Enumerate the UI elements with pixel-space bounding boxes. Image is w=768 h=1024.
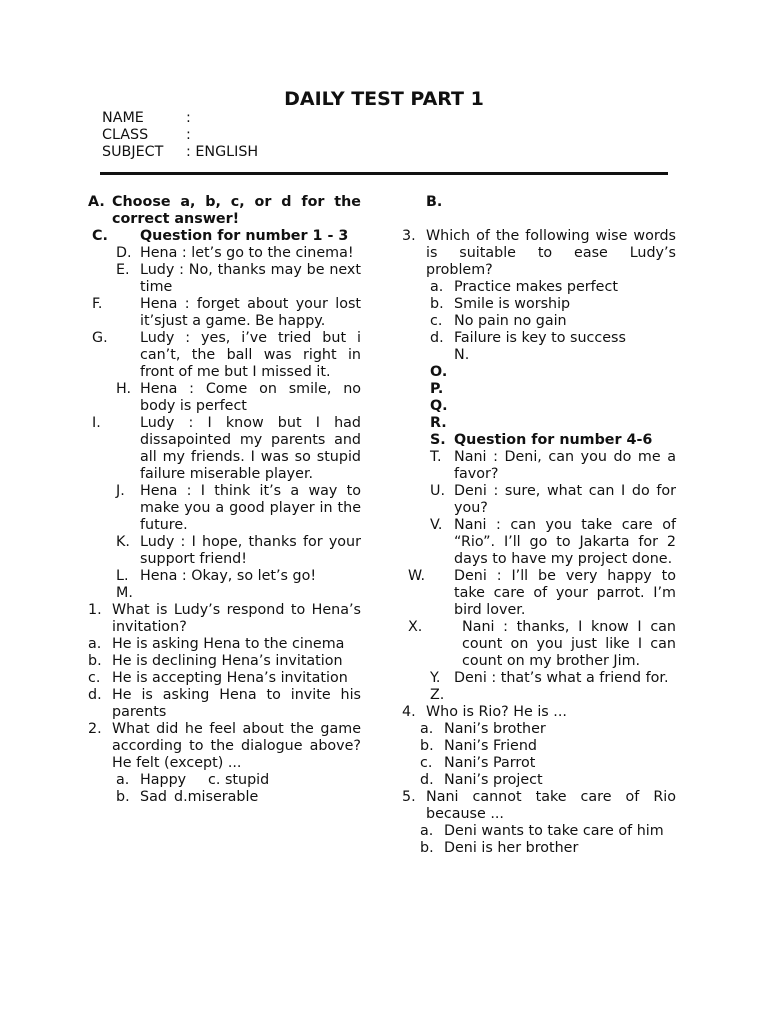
- list-item: [402, 670, 676, 687]
- item-marker: G.: [92, 330, 108, 346]
- spacer: [402, 211, 676, 228]
- list-item: [402, 772, 676, 789]
- option-text: Smile is worship: [454, 296, 571, 312]
- question-3: [402, 228, 676, 279]
- option-marker: c.: [88, 670, 101, 686]
- list-item: [402, 279, 676, 296]
- list-item: [402, 823, 676, 840]
- class-label: CLASS: [102, 127, 149, 143]
- list-item: [88, 687, 361, 721]
- list-item: [88, 772, 361, 789]
- item-text: Ludy : I know but I had dissapointed my parents and all my friends. I was so stupid failure miserable player.: [140, 415, 361, 482]
- c-text: Question for number 1 - 3: [140, 228, 349, 244]
- item-marker: T.: [430, 449, 442, 465]
- item-marker: L.: [116, 568, 129, 584]
- item-text: Deni : I’ll be very happy to take care of your parrot. I’m bird lover.: [454, 568, 676, 618]
- list-item: [402, 330, 676, 347]
- section-a-marker: A.: [88, 194, 105, 210]
- list-item: [402, 415, 676, 432]
- item-marker: E.: [116, 262, 130, 278]
- header-divider: [100, 172, 668, 175]
- item-marker: Q.: [430, 398, 448, 414]
- option-marker: d.: [430, 330, 444, 346]
- item-marker: R.: [430, 415, 447, 431]
- list-item: [402, 296, 676, 313]
- option-marker: d.: [420, 772, 434, 788]
- option-marker: c.: [420, 755, 433, 771]
- list-item: [402, 398, 676, 415]
- option-text: Nani’s brother: [444, 721, 546, 737]
- option-text: Happy: [140, 772, 187, 788]
- c-marker: C.: [92, 228, 108, 244]
- item-text: Ludy : yes, i’ve tried but i can’t, the ball was right in front of me but I missed it.: [140, 330, 361, 380]
- list-item: [402, 619, 676, 670]
- option-text: c. stupid: [208, 772, 270, 788]
- q3-text: Which of the following wise words is suitable to ease Ludy’s problem?: [426, 228, 676, 278]
- item-marker: H.: [116, 381, 132, 397]
- option-marker: c.: [430, 313, 443, 329]
- option-text: Nani’s project: [444, 772, 543, 788]
- list-item: [88, 296, 361, 330]
- item-marker: Y.: [430, 670, 441, 686]
- item-marker: W.: [408, 568, 426, 584]
- option-text: Nani’s Friend: [444, 738, 537, 754]
- option-text: Deni wants to take care of him: [444, 823, 664, 839]
- option-text: Deni is her brother: [444, 840, 579, 856]
- list-item: [88, 415, 361, 483]
- left-column: [88, 194, 361, 806]
- subject-value: : ENGLISH: [186, 144, 259, 160]
- option-text: Sad: [140, 789, 167, 805]
- option-marker: b.: [430, 296, 444, 312]
- list-item: [402, 381, 676, 398]
- item-marker: I.: [92, 415, 101, 431]
- question-5: [402, 789, 676, 823]
- item-marker: P.: [430, 381, 444, 397]
- q2-text: What did he feel about the game according to the dialogue above? He felt (except) ...: [112, 721, 361, 771]
- item-text: Hena : I think it’s a way to make you a good player in the future.: [140, 483, 361, 533]
- q4-text: Who is Rio? He is ...: [426, 704, 567, 720]
- option-text: He is asking Hena to invite his parents: [112, 687, 361, 720]
- q4-number: 4.: [402, 704, 416, 720]
- item-marker: X.: [408, 619, 423, 635]
- list-item: [402, 449, 676, 483]
- option-text: Failure is key to success: [454, 330, 626, 346]
- list-item: [402, 755, 676, 772]
- list-item: [402, 364, 676, 381]
- b-marker-line: [402, 194, 676, 211]
- item-marker: F.: [92, 296, 103, 312]
- option-marker: a.: [116, 772, 130, 788]
- q3-number: 3.: [402, 228, 416, 244]
- item-text: Deni : sure, what can I do for you?: [454, 483, 676, 516]
- q1-text: What is Ludy’s respond to Hena’s invitation?: [112, 602, 361, 635]
- option-text: He is accepting Hena’s invitation: [112, 670, 348, 686]
- name-separator: :: [186, 110, 191, 126]
- item-marker: K.: [116, 534, 130, 550]
- item-text: Ludy : No, thanks may be next time: [140, 262, 361, 295]
- list-item: [402, 568, 676, 619]
- item-text: Ludy : I hope, thanks for your support friend!: [140, 534, 361, 567]
- list-item: [88, 262, 361, 296]
- class-row: [102, 127, 258, 144]
- item-marker: J.: [116, 483, 125, 499]
- b-marker: B.: [426, 194, 443, 210]
- option-marker: a.: [430, 279, 444, 295]
- list-item: [402, 738, 676, 755]
- option-marker: a.: [420, 823, 434, 839]
- list-item: [88, 670, 361, 687]
- list-item: [88, 245, 361, 262]
- student-info-header: [102, 110, 258, 161]
- list-item: [402, 347, 676, 364]
- q5-text: Nani cannot take care of Rio because ...: [426, 789, 676, 822]
- list-item: [402, 517, 676, 568]
- list-item: [402, 483, 676, 517]
- list-item: [88, 381, 361, 415]
- list-item: [402, 313, 676, 330]
- s-text: Question for number 4-6: [454, 432, 653, 448]
- name-row: [102, 110, 258, 127]
- q5-number: 5.: [402, 789, 416, 805]
- list-item: [88, 534, 361, 568]
- q1-number: 1.: [88, 602, 102, 618]
- subject-row: [102, 144, 258, 161]
- list-item: [88, 636, 361, 653]
- option-text: No pain no gain: [454, 313, 567, 329]
- name-label: NAME: [102, 110, 144, 126]
- item-text: Hena : Okay, so let’s go!: [140, 568, 317, 584]
- item-text: Nani : thanks, I know I can count on you just like I can count on my brother Jim.: [462, 619, 676, 669]
- list-item: [88, 789, 361, 806]
- list-item: [88, 330, 361, 381]
- subject-label: SUBJECT: [102, 144, 164, 160]
- question-4: [402, 704, 676, 721]
- list-item: [402, 840, 676, 857]
- option-marker: b.: [116, 789, 130, 805]
- item-text: Hena : Come on smile, no body is perfect: [140, 381, 361, 414]
- item-marker: N.: [454, 347, 470, 363]
- item-text: Hena : forget about your lost it’sjust a game. Be happy.: [140, 296, 361, 329]
- option-text: d.miserable: [174, 789, 259, 805]
- list-item: [88, 585, 361, 602]
- list-item: [88, 568, 361, 585]
- list-item: [88, 653, 361, 670]
- section-a-text: Choose a, b, c, or d for the correct answer!: [112, 194, 361, 227]
- question-group-4-6-heading: [402, 432, 676, 449]
- item-text: Nani : can you take care of “Rio”. I’ll go to Jakarta for 2 days to have my project done.: [454, 517, 676, 567]
- item-marker: M.: [116, 585, 133, 601]
- option-text: He is asking Hena to the cinema: [112, 636, 345, 652]
- option-marker: a.: [88, 636, 102, 652]
- item-marker: D.: [116, 245, 132, 261]
- question-1: [88, 602, 361, 636]
- item-marker: O.: [430, 364, 448, 380]
- question-group-1-3-heading: [88, 228, 361, 245]
- s-marker: S.: [430, 432, 446, 448]
- option-marker: d.: [88, 687, 102, 703]
- option-marker: b.: [88, 653, 102, 669]
- q2-number: 2.: [88, 721, 102, 737]
- option-marker: b.: [420, 738, 434, 754]
- item-marker: U.: [430, 483, 446, 499]
- right-column: [402, 194, 676, 857]
- option-text: Practice makes perfect: [454, 279, 618, 295]
- list-item: [402, 687, 676, 704]
- option-marker: b.: [420, 840, 434, 856]
- item-text: Hena : let’s go to the cinema!: [140, 245, 354, 261]
- section-a-instruction: [88, 194, 361, 228]
- item-text: Nani : Deni, can you do me a favor?: [454, 449, 676, 482]
- option-text: Nani’s Parrot: [444, 755, 536, 771]
- item-marker: V.: [430, 517, 443, 533]
- option-text: He is declining Hena’s invitation: [112, 653, 343, 669]
- item-text: Deni : that’s what a friend for.: [454, 670, 669, 686]
- page-title: DAILY TEST PART 1: [284, 88, 484, 110]
- item-marker: Z.: [430, 687, 445, 703]
- list-item: [402, 721, 676, 738]
- list-item: [88, 483, 361, 534]
- class-separator: :: [186, 127, 191, 143]
- question-2: [88, 721, 361, 772]
- option-marker: a.: [420, 721, 434, 737]
